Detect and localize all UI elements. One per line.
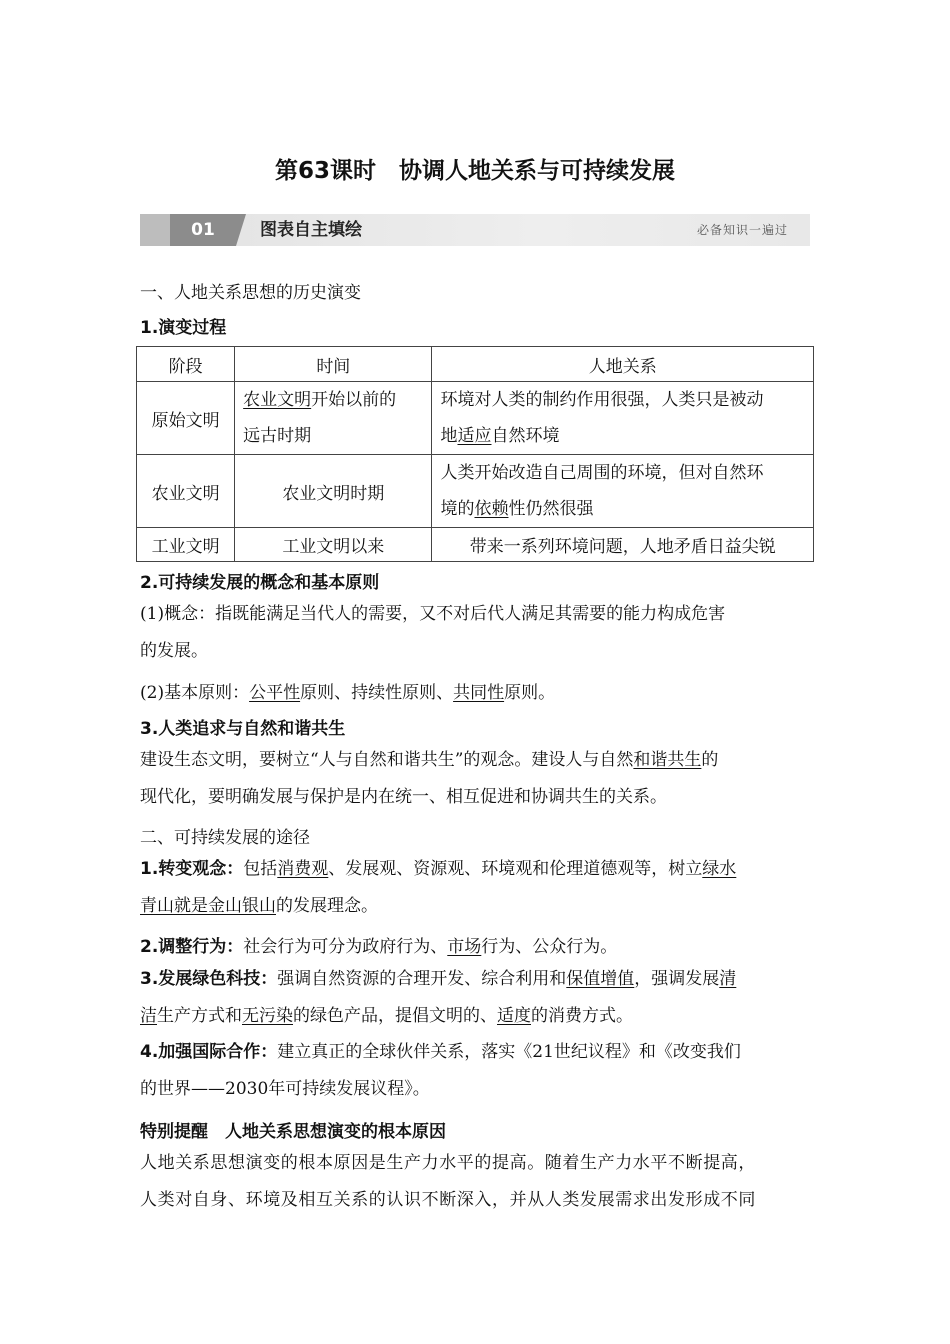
item-line [140, 932, 810, 957]
concept-paragraph [140, 596, 810, 670]
text: 的发展。 [140, 641, 208, 661]
item-label: 4.加强国际合作： [140, 1042, 278, 1062]
answer-blank: 农业文明 [243, 390, 312, 410]
text: (1)概念：指既能满足当代人的需要，又不对后代人满足其需要的能力构成危害 [140, 604, 726, 624]
answer-blank: 消费观 [277, 859, 329, 879]
section-heading: 一、人地关系思想的历史演变 [140, 283, 361, 303]
answer-blank: 适应 [457, 426, 492, 446]
time-cell [235, 382, 432, 455]
answer-blank: 绿水 [702, 859, 737, 879]
text: 行为、公众行为。 [481, 937, 618, 957]
text: ，强调发展 [634, 969, 720, 989]
item-paragraph [140, 851, 810, 925]
answer-blank: 无污染 [242, 1006, 293, 1026]
answer-blank: 清 [719, 969, 737, 989]
stage-cell: 农业文明 [137, 455, 235, 528]
table-header-cell: 时间 [235, 347, 432, 382]
time-cell: 农业文明时期 [235, 455, 432, 528]
harmony-paragraph [140, 742, 810, 816]
answer-blank: 洁 [140, 1006, 157, 1026]
table-row [137, 382, 814, 455]
principle-line [140, 678, 810, 703]
relation-cell [432, 382, 814, 455]
section-heading: 二、可持续发展的途径 [140, 828, 310, 848]
answer-blank: 市场 [447, 937, 482, 957]
relation-cell [432, 455, 814, 528]
text: 的绿色产品，提倡文明的、 [293, 1006, 497, 1026]
text: 现代化，要明确发展与保护是内在统一、相互促进和协调共生的关系。 [140, 787, 667, 807]
item-paragraph [140, 1034, 810, 1108]
answer-blank: 依赖 [474, 499, 509, 519]
page-title: 第63课时 协调人地关系与可持续发展 [274, 158, 675, 184]
cell-text: 环境对人类的制约作用很强，人类只是被动 [440, 390, 764, 410]
text: 的发展理念。 [276, 896, 378, 916]
relation-cell: 带来一系列环境问题，人地矛盾日益尖锐 [432, 528, 814, 562]
time-cell: 工业文明以来 [235, 528, 432, 562]
answer-blank: 和谐共生 [633, 750, 702, 770]
answer-blank: 适度 [497, 1006, 531, 1026]
text: 人地关系思想演变的根本原因是生产力水平的提高。随着生产力水平不断提高， [140, 1153, 756, 1173]
banner-lead-block [140, 214, 170, 246]
table-header-row [137, 347, 814, 382]
tip-paragraph [140, 1145, 810, 1219]
banner-number: 01 [170, 214, 236, 246]
text: 社会行为可分为政府行为、 [243, 937, 448, 957]
section-banner [140, 214, 810, 246]
text: 、发展观、资源观、环境观和伦理道德观等，树立 [328, 859, 703, 879]
cell-text: 人类开始改造自己周围的环境，但对自然环 [440, 463, 764, 483]
stage-cell: 原始文明 [137, 382, 235, 455]
item-label: 3.发展绿色科技： [140, 969, 278, 989]
text: 建立真正的全球伙伴关系，落实《21世纪议程》和《改变我们 [277, 1042, 741, 1062]
text: 的 [701, 750, 719, 770]
cell-text: 性仍然很强 [508, 499, 594, 519]
cell-text: 境的 [440, 499, 475, 519]
text: 的消费方式。 [531, 1006, 633, 1026]
text: 的世界——2030年可持续发展议程》。 [140, 1079, 430, 1099]
subheading: 3.人类追求与自然和谐共生 [140, 719, 346, 739]
text: 强调自然资源的合理开发、综合利用和 [277, 969, 567, 989]
item-label: 1.转变观念： [140, 859, 244, 879]
cell-text: 地 [440, 426, 458, 446]
answer-blank: 保值增值 [566, 969, 635, 989]
banner-subtitle: 必备知识一遍过 [696, 223, 788, 237]
table-header-cell: 人地关系 [432, 347, 814, 382]
table-row [137, 528, 814, 562]
table-header-cell: 阶段 [137, 347, 235, 382]
tip-heading: 特别提醒 人地关系思想演变的根本原因 [140, 1122, 446, 1142]
text: 包括 [243, 859, 278, 879]
table-row [137, 455, 814, 528]
text: 建设生态文明，要树立“人与自然和谐共生”的观念。建设人与自然 [140, 750, 634, 770]
cell-text: 自然环境 [491, 426, 560, 446]
banner-label: 图表自主填绘 [260, 220, 362, 240]
answer-blank: 青山就是金山银山 [140, 896, 276, 916]
text: (2)基本原则： [140, 683, 250, 703]
item-label: 2.调整行为： [140, 937, 244, 957]
cell-text: 开始以前的 [311, 390, 397, 410]
text: 原则。 [504, 683, 556, 703]
subheading: 1.演变过程 [140, 318, 227, 338]
text: 生产方式和 [157, 1006, 242, 1026]
evolution-table [136, 346, 814, 562]
cell-text: 远古时期 [243, 426, 312, 446]
text: 人类对自身、环境及相互关系的认识不断深入，并从人类发展需求出发形成不同 [140, 1190, 756, 1210]
stage-cell: 工业文明 [137, 528, 235, 562]
text: 原则、持续性原则、 [300, 683, 454, 703]
answer-blank: 共同性 [453, 683, 505, 703]
answer-blank: 公平性 [249, 683, 301, 703]
subheading: 2.可持续发展的概念和基本原则 [140, 573, 380, 593]
item-paragraph [140, 961, 810, 1035]
